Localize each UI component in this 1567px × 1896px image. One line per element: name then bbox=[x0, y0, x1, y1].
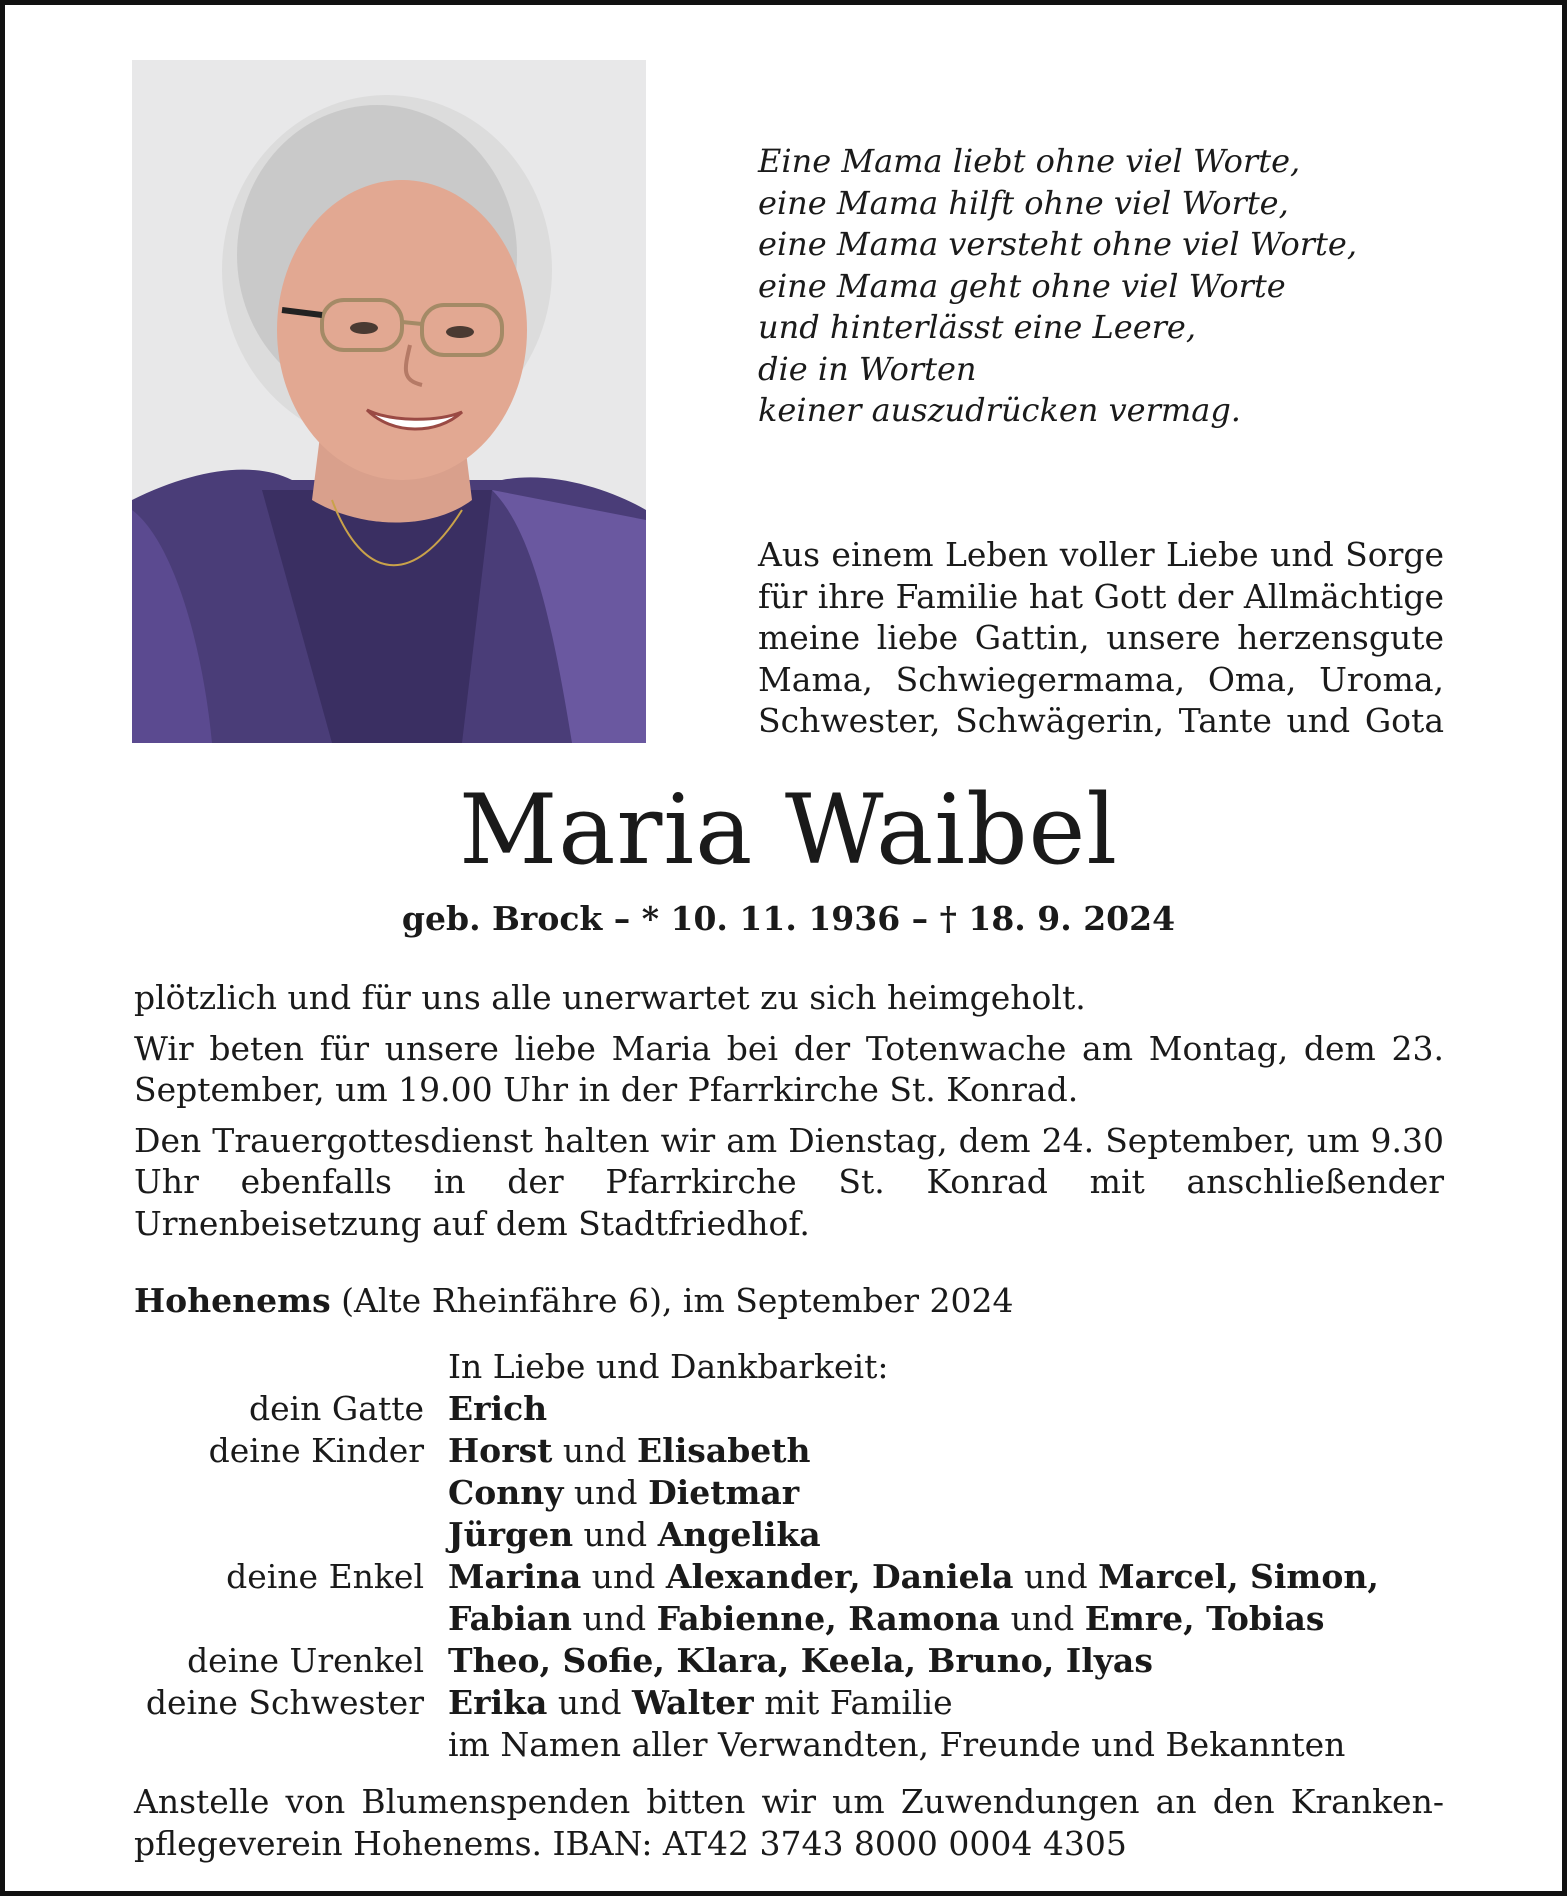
relationship-label bbox=[134, 1514, 448, 1556]
connector-text: und bbox=[552, 1431, 638, 1470]
mourner-row bbox=[134, 1430, 1454, 1472]
mourner-row bbox=[134, 1556, 1454, 1598]
relationship-label: deine Schwester bbox=[145, 1683, 424, 1722]
poem-line: eine Mama hilft ohne viel Worte, bbox=[758, 183, 1289, 222]
portrait-illustration bbox=[132, 60, 646, 743]
mourner-names bbox=[448, 1556, 1454, 1598]
relationship-label: dein Gatte bbox=[248, 1389, 424, 1428]
poem-line: die in Worten bbox=[758, 349, 977, 388]
relationship-label: deine Urenkel bbox=[187, 1641, 424, 1680]
mourner-row bbox=[134, 1472, 1454, 1514]
place-and-date bbox=[134, 1280, 1014, 1322]
mourner-names bbox=[448, 1388, 1454, 1430]
mourner-row bbox=[134, 1724, 1454, 1766]
mourner-name: Angelika bbox=[657, 1515, 821, 1554]
mourner-name: Walter bbox=[631, 1683, 754, 1722]
deceased-name: Maria Waibel bbox=[458, 774, 1119, 886]
body-paragraph: plötzlich und für uns alle unerwartet zu sich heimgeholt. bbox=[134, 978, 1086, 1017]
mourner-names bbox=[448, 1682, 1454, 1724]
intro-line: Schwester, Schwägerin, Tante und Gota bbox=[758, 701, 1444, 740]
relationship-label bbox=[134, 1472, 448, 1514]
connector-text: und bbox=[581, 1557, 666, 1596]
connector-text: im Namen aller Verwandten, Freunde und Bekannten bbox=[448, 1725, 1346, 1764]
mourner-name: Erich bbox=[448, 1389, 548, 1428]
connector-text: und bbox=[572, 1599, 657, 1638]
intro-line: Mama, Schwiegermama, Oma, Uroma, bbox=[758, 659, 1444, 699]
mourner-name: Marina bbox=[448, 1557, 582, 1596]
mourner-name: Elisabeth bbox=[637, 1431, 811, 1470]
portrait-photo bbox=[132, 60, 646, 743]
intro-line: Aus einem Leben voller Liebe und Sorge bbox=[758, 535, 1444, 574]
poem-line: und hinterlässt eine Leere, bbox=[758, 308, 1197, 346]
connector-text: und bbox=[547, 1683, 632, 1722]
mourner-row bbox=[134, 1388, 1454, 1430]
intro-line: für ihre Familie hat Gott der Allmächtige bbox=[758, 576, 1444, 616]
poem-line: eine Mama versteht ohne viel Worte, bbox=[758, 225, 1357, 263]
place-town: Hohenems bbox=[134, 1281, 331, 1320]
mourners-heading: In Liebe und Dankbarkeit: bbox=[448, 1347, 889, 1386]
mourner-names bbox=[448, 1598, 1454, 1640]
mourner-names bbox=[448, 1514, 1454, 1556]
mourner-row bbox=[134, 1514, 1454, 1556]
donation-note bbox=[134, 1781, 1444, 1864]
relationship-label: deine Kinder bbox=[208, 1431, 424, 1470]
mourner-name: Jürgen bbox=[448, 1515, 574, 1554]
mourner-row bbox=[134, 1682, 1454, 1724]
mourner-names bbox=[448, 1640, 1454, 1682]
intro-line: meine liebe Gattin, unsere herzensgute bbox=[758, 618, 1444, 657]
announcement-body bbox=[134, 977, 1444, 1253]
mourner-name: Fabian bbox=[448, 1599, 572, 1638]
mourner-name: Dietmar bbox=[648, 1473, 800, 1512]
relationship-label bbox=[134, 1598, 448, 1640]
mourner-name: Alexander, Daniela bbox=[665, 1557, 1014, 1596]
mourner-names bbox=[448, 1430, 1454, 1472]
poem-line: Eine Mama liebt ohne viel Worte, bbox=[758, 142, 1301, 180]
mourner-name: Emre, Tobias bbox=[1084, 1599, 1325, 1638]
place-rest: (Alte Rheinfähre 6), im September 2024 bbox=[330, 1281, 1014, 1320]
mourner-name: Fabienne, Ramona bbox=[656, 1599, 1001, 1638]
body-paragraph: Den Trauergottesdienst halten wir am Dienstag, dem 24. September, um 9.30 Uhr ebenfalls in der Pfarrkirche St. Konrad mit anschließender Urnenbeisetzung auf dem Stadtfriedhof. bbox=[134, 1120, 1444, 1243]
connector-text: mit Familie bbox=[753, 1683, 953, 1722]
mourner-name: Erika bbox=[448, 1683, 548, 1722]
connector-text: und bbox=[1000, 1599, 1085, 1638]
mourner-name: Horst bbox=[448, 1431, 553, 1470]
connector-text: und bbox=[563, 1473, 649, 1512]
poem bbox=[758, 141, 1458, 432]
connector-text: und bbox=[1013, 1557, 1099, 1596]
poem-line: keiner auszudrücken vermag. bbox=[758, 391, 1241, 429]
mourner-name: Marcel, Simon, bbox=[1098, 1557, 1379, 1596]
mourners-heading-row bbox=[134, 1346, 1454, 1388]
mourner-row bbox=[134, 1640, 1454, 1682]
relationship-label: deine Enkel bbox=[226, 1557, 424, 1596]
donation-line: Anstelle von Blumenspenden bitten wir um Zuwendungen an den Kranken- bbox=[134, 1782, 1444, 1821]
connector-text: und bbox=[573, 1515, 658, 1554]
intro-text bbox=[758, 534, 1444, 742]
mourner-names bbox=[448, 1724, 1454, 1766]
mourner-row bbox=[134, 1598, 1454, 1640]
mourner-name: Theo, Sofie, Klara, Keela, Bruno, Ilyas bbox=[448, 1641, 1153, 1680]
relationship-label bbox=[134, 1724, 448, 1766]
mourner-name: Conny bbox=[448, 1473, 564, 1512]
deceased-dates: geb. Brock – * 10. 11. 1936 – † 18. 9. 2024 bbox=[401, 899, 1176, 938]
donation-line: pflegeverein Hohenems. IBAN: AT42 3743 8000 0004 4305 bbox=[134, 1823, 1127, 1863]
body-paragraph: Wir beten für unsere liebe Maria bei der Totenwache am Montag, dem 23. September, um 19.00 Uhr in der Pfarrkirche St. Konrad. bbox=[134, 1028, 1444, 1109]
mourners-list bbox=[134, 1346, 1454, 1766]
mourner-names bbox=[448, 1472, 1454, 1514]
poem-line: eine Mama geht ohne viel Worte bbox=[758, 266, 1286, 305]
